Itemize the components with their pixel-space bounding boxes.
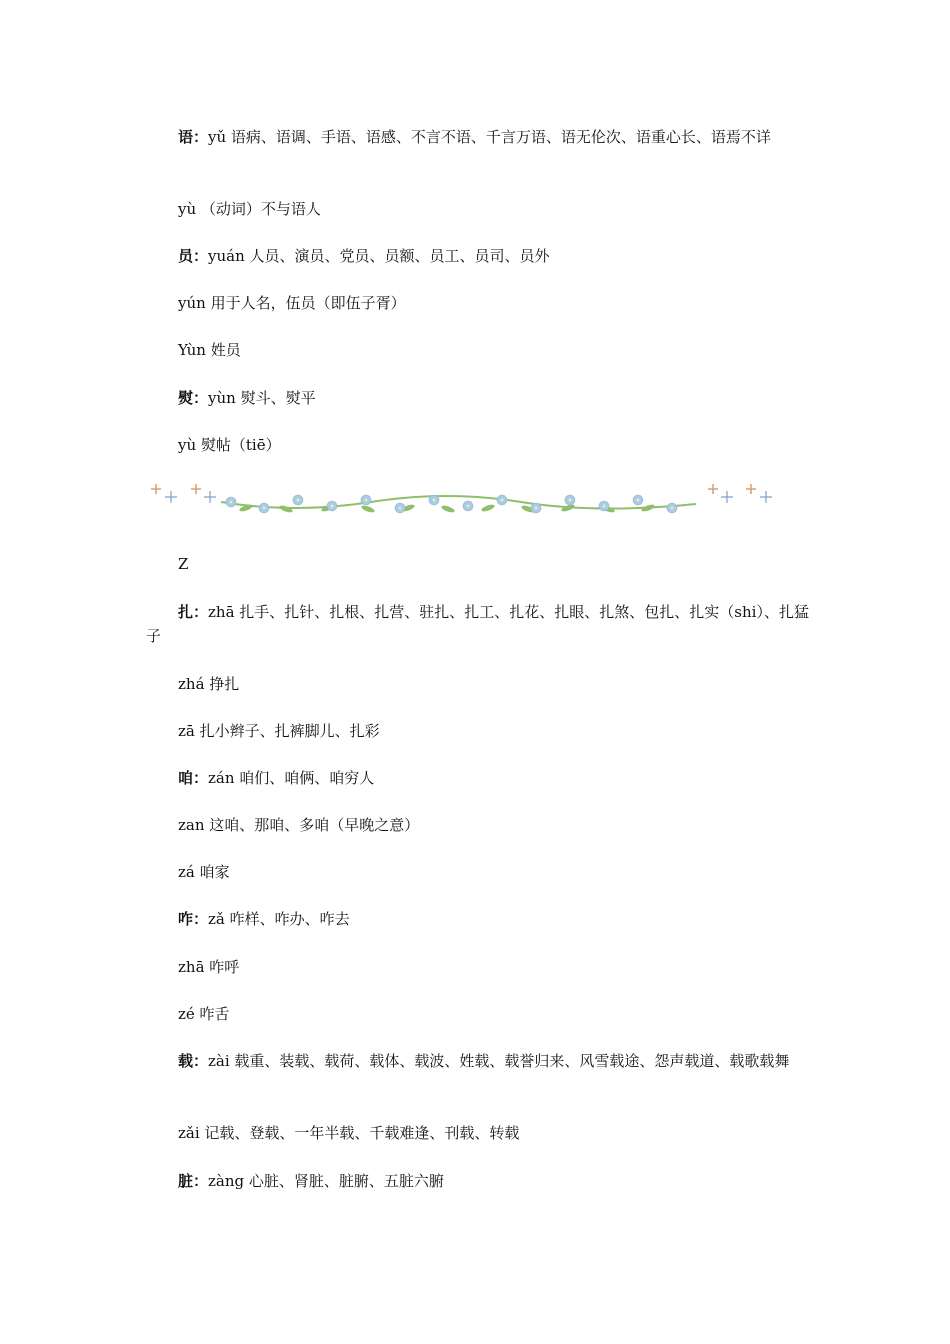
entry-ze [146, 1002, 810, 1026]
entry-text: zǎi 记载、登载、一年半载、千载难逢、刊载、转载 [178, 1124, 520, 1142]
entry-text: zàng 心脏、肾脏、脏腑、五脏六腑 [208, 1172, 444, 1190]
entry-head: 载： [178, 1052, 209, 1070]
entry-zang [146, 1169, 810, 1193]
flower-vine-icon [221, 495, 696, 514]
entry-text: zhā 扎手、扎针、扎根、扎营、驻扎、扎工、扎花、扎眼、扎煞、包扎、扎实（shi）、扎猛子 [146, 603, 809, 645]
entry-yu-tie [146, 433, 810, 457]
entry-head: 咋： [178, 910, 209, 928]
entry-zan [146, 766, 810, 790]
entry-za-2 [146, 860, 810, 884]
entry-zan-2 [146, 813, 810, 837]
entry-yu-2 [146, 197, 810, 221]
entry-head: 语： [178, 128, 209, 146]
entry-za-3 [146, 907, 810, 931]
entry-yun-iron [146, 386, 810, 410]
entry-text: zǎ 咋样、咋办、咋去 [208, 910, 350, 928]
sparkle-icon [708, 484, 772, 503]
entry-yun [146, 291, 810, 315]
entry-head: 熨： [178, 389, 209, 407]
entry-zha-2 [146, 672, 810, 696]
entry-text: yuán 人员、演员、党员、员额、员工、员司、员外 [208, 247, 550, 265]
entry-yu [146, 125, 810, 149]
entry-text: yù （动词）不与语人 [178, 200, 321, 218]
entry-zai-2 [146, 1121, 810, 1145]
entry-text: yǔ 语病、语调、手语、语感、不言不语、千言万语、语无伦次、语重心长、语焉不详 [208, 128, 771, 146]
entry-text: zá 咱家 [178, 863, 230, 881]
entry-text: yùn 熨斗、熨平 [208, 389, 316, 407]
entry-text: Z [178, 555, 189, 573]
entry-head: 员： [178, 247, 209, 265]
section-letter-z [146, 552, 810, 576]
sparkle-icon [151, 484, 216, 503]
entry-yuan [146, 244, 810, 268]
entry-text: zā 扎小辫子、扎裤脚儿、扎彩 [178, 722, 380, 740]
entry-yun-surname [146, 338, 810, 362]
entry-zha [146, 600, 810, 648]
entry-text: zan 这咱、那咱、多咱（早晚之意） [178, 816, 420, 834]
entry-text: zé 咋舌 [178, 1005, 230, 1023]
entry-head: 脏： [178, 1172, 209, 1190]
entry-text: Yùn 姓员 [178, 341, 241, 359]
entry-zha-3 [146, 955, 810, 979]
entry-text: zài 载重、装载、载荷、载体、载波、姓载、载誉归来、风雪载途、怨声载道、载歌载舞 [208, 1052, 790, 1070]
entry-head: 咱： [178, 769, 209, 787]
entry-text: yù 熨帖（tiē） [178, 436, 281, 454]
entry-head: 扎： [178, 603, 209, 621]
entry-zai [146, 1049, 810, 1073]
entry-text: zhā 咋呼 [178, 958, 240, 976]
entry-text: yún 用于人名，伍员（即伍子胥） [178, 294, 406, 312]
entry-za [146, 719, 810, 743]
floral-divider [146, 478, 776, 522]
entry-text: zán 咱们、咱俩、咱穷人 [208, 769, 375, 787]
entry-text: zhá 挣扎 [178, 675, 240, 693]
